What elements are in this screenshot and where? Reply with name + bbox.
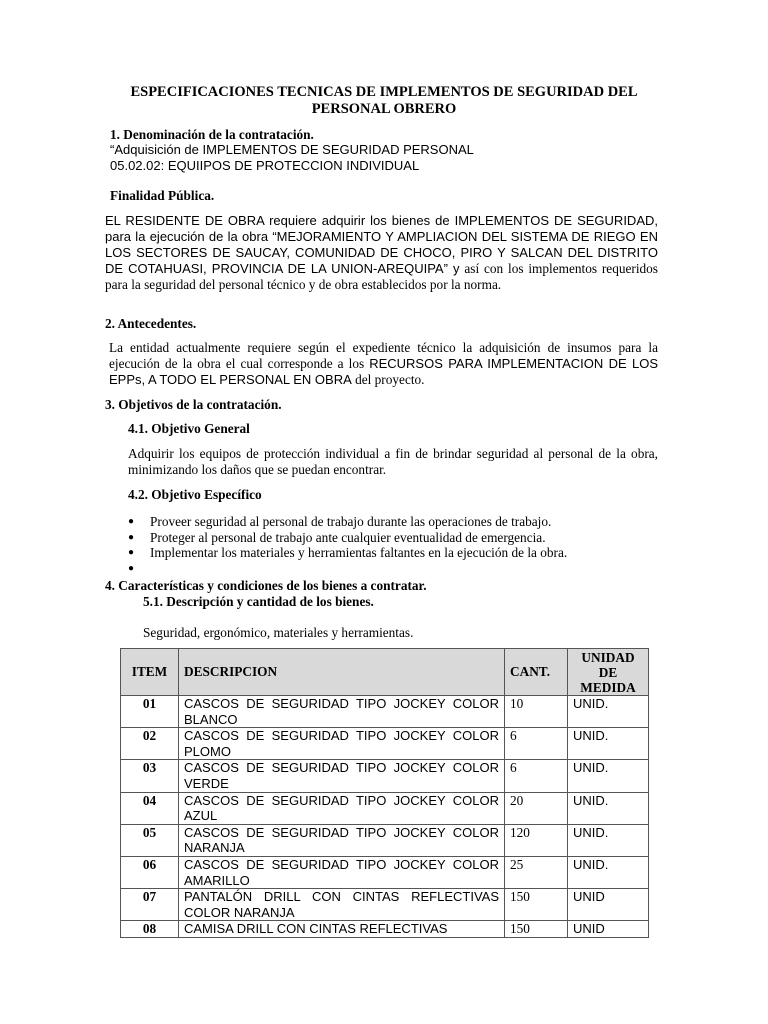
section-5-1-text: Seguridad, ergonómico, materiales y herramientas. <box>143 625 414 640</box>
table-row <box>121 728 649 760</box>
cell-desc: CASCOS DE SEGURIDAD TIPO JOCKEY COLOR BLANCO <box>179 696 505 728</box>
table-row <box>121 824 649 856</box>
table-row <box>121 792 649 824</box>
table-row <box>121 921 649 938</box>
cell-desc: CASCOS DE SEGURIDAD TIPO JOCKEY COLOR AMARILLO <box>179 856 505 888</box>
finalidad-text-sans: EL RESIDENTE DE OBRA requiere adquirir los bienes de IMPLEMENTOS DE SEGURIDAD, para la ejecución de la obra “MEJORAMIENTO Y AMPLIACION DEL SISTEMA DE RIEGO EN LOS SECTORES DE SAUCAY, COMUNIDAD DE CHOCO, PIRO Y SALCAN DEL DISTRITO DE COTAHUASI, PROVINCIA DE LA UNION-AREQUIPA” y <box>105 213 658 276</box>
cell-cant: 6 <box>505 728 568 760</box>
cell-unit: UNID. <box>568 728 649 760</box>
table-row <box>121 856 649 888</box>
cell-desc: CASCOS DE SEGURIDAD TIPO JOCKEY COLOR VERDE <box>179 760 505 792</box>
cell-unit: UNID. <box>568 856 649 888</box>
finalidad-text-serif: así con los implementos requeridos para la seguridad del personal técnico y de obra establecidos por la norma. <box>105 261 658 292</box>
antecedentes-text-serif: La entidad actualmente requiere según el expediente técnico la adquisición de insumos para la ejecución de la obra el cual corresponde a los <box>109 340 658 371</box>
table-row <box>121 760 649 792</box>
cell-cant: 25 <box>505 856 568 888</box>
section-5-1-heading: 5.1. Descripción y cantidad de los bienes. <box>143 594 374 609</box>
cell-unit: UNID. <box>568 792 649 824</box>
bullet-icon: ● <box>128 563 135 574</box>
cell-desc: PANTALÓN DRILL CON CINTAS REFLECTIVAS COLOR NARANJA <box>179 889 505 921</box>
objetivo-general-text: Adquirir los equipos de protección individual a fin de brindar seguridad al personal de la obra, minimizando los daños que se puedan encontrar. <box>128 446 658 477</box>
section-4-heading: 4. Características y condiciones de los bienes a contratar. <box>105 578 427 593</box>
section-3-heading: 3. Objetivos de la contratación. <box>105 397 282 412</box>
cell-item: 06 <box>121 856 179 888</box>
cell-cant: 10 <box>505 696 568 728</box>
header-descripcion: DESCRIPCION <box>179 649 505 696</box>
cell-desc: CASCOS DE SEGURIDAD TIPO JOCKEY COLOR AZUL <box>179 792 505 824</box>
cell-desc: CASCOS DE SEGURIDAD TIPO JOCKEY COLOR NARANJA <box>179 824 505 856</box>
cell-item: 04 <box>121 792 179 824</box>
cell-desc <box>179 921 505 938</box>
section-1-heading: 1. Denominación de la contratación. <box>110 127 314 142</box>
cell-item: 03 <box>121 760 179 792</box>
cell-cant: 150 <box>505 889 568 921</box>
section-2-heading: 2. Antecedentes. <box>105 316 197 331</box>
cell-desc: CASCOS DE SEGURIDAD TIPO JOCKEY COLOR PLOMO <box>179 728 505 760</box>
section-1-line-1: “Adquisición de IMPLEMENTOS DE SEGURIDAD PERSONAL <box>110 142 474 157</box>
bullet-icon: ● <box>128 532 135 543</box>
cell-cant: 120 <box>505 824 568 856</box>
table-row <box>121 889 649 921</box>
bullet-text: Proteger al personal de trabajo ante cualquier eventualidad de emergencia. <box>150 530 546 545</box>
header-unidad: UNIDAD DE MEDIDA <box>568 649 649 696</box>
finalidad-heading: Finalidad Pública. <box>110 188 215 203</box>
finalidad-paragraph <box>105 213 658 293</box>
cell-desc-text: CAMISA DRILL CON CINTAS REFLECTIVAS <box>184 921 448 936</box>
cell-item: 05 <box>121 824 179 856</box>
antecedentes-text-end: del proyecto. <box>355 372 425 387</box>
objetivo-general-heading: 4.1. Objetivo General <box>128 421 250 436</box>
cell-item: 08 <box>121 921 179 938</box>
cell-unit: UNID. <box>568 696 649 728</box>
cell-cant: 150 <box>505 921 568 938</box>
items-table <box>120 648 649 938</box>
cell-item: 07 <box>121 889 179 921</box>
cell-unit: UNID. <box>568 760 649 792</box>
table-row <box>121 696 649 728</box>
document-title: ESPECIFICACIONES TECNICAS DE IMPLEMENTOS DE SEGURIDAD DEL PERSONAL OBRERO <box>130 84 638 117</box>
cell-unit: UNID <box>568 889 649 921</box>
cell-unit: UNID. <box>568 824 649 856</box>
header-item: ITEM <box>121 649 179 696</box>
bullet-text: Proveer seguridad al personal de trabajo durante las operaciones de trabajo. <box>150 514 552 529</box>
cell-item: 01 <box>121 696 179 728</box>
cell-cant: 20 <box>505 792 568 824</box>
antecedentes-text-sans: RECURSOS PARA IMPLEMENTACION DE LOS EPPs, A TODO EL PERSONAL EN OBRA <box>109 356 658 387</box>
bullet-icon: ● <box>128 516 135 527</box>
table-header-row <box>121 649 649 696</box>
objetivo-especifico-heading: 4.2. Objetivo Específico <box>128 487 262 502</box>
cell-cant: 6 <box>505 760 568 792</box>
antecedentes-paragraph <box>109 340 658 388</box>
cell-item: 02 <box>121 728 179 760</box>
bullet-text: Implementar los materiales y herramientas faltantes en la ejecución de la obra. <box>150 545 568 560</box>
bullet-icon: ● <box>128 547 135 558</box>
cell-unit: UNID <box>568 921 649 938</box>
header-cant: CANT. <box>505 649 568 696</box>
section-1-line-2: 05.02.02: EQUIIPOS DE PROTECCION INDIVIDUAL <box>110 158 420 173</box>
